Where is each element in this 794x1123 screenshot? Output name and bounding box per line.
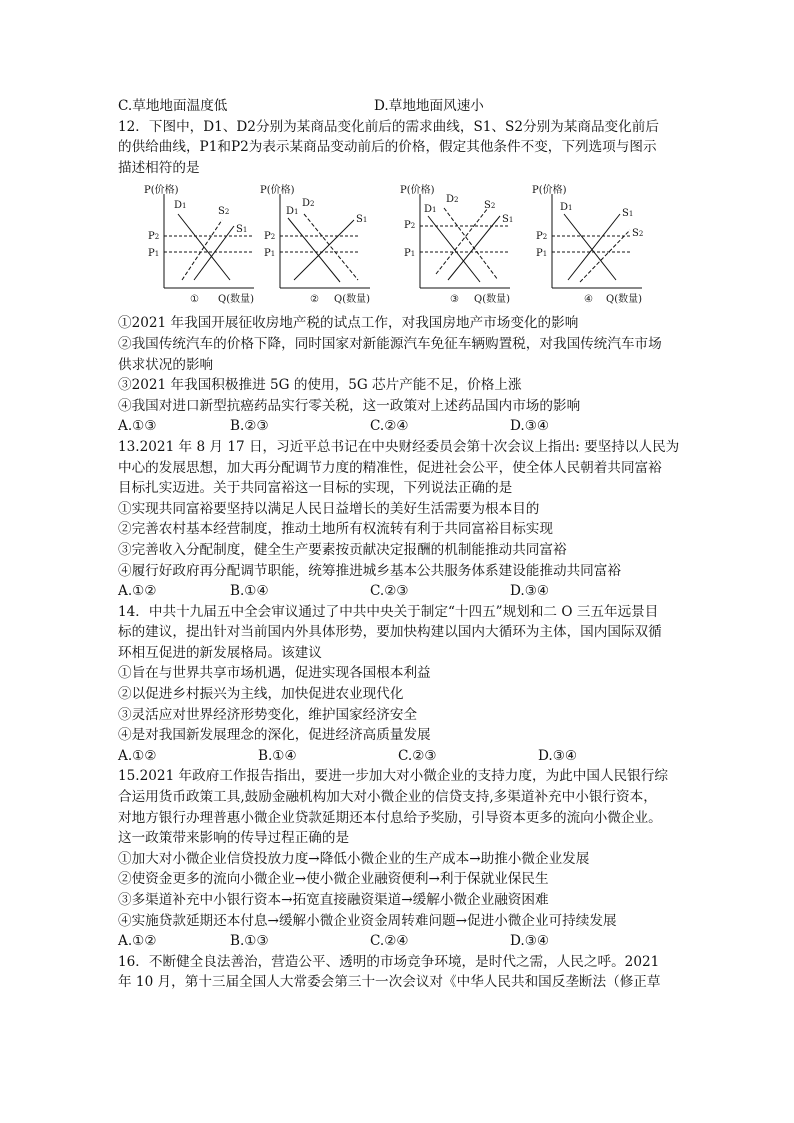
q11-option-c: C.草地地面温度低 xyxy=(118,98,228,114)
y-axis-label: P(价格) xyxy=(532,185,567,197)
d1-curve xyxy=(288,218,340,282)
q14-item: ④是对我国新发展理念的深化，促进经济高质量发展 xyxy=(118,727,431,744)
q13-item: ②完善农村基本经营制度，推动土地所有权流转有利于共同富裕目标实现 xyxy=(118,521,553,538)
option-d: D.③④ xyxy=(510,418,550,435)
q12-stem-line: 描述相符的是 xyxy=(118,159,200,176)
q15-stem-line: 合运用货币政策工具,鼓励金融机构加大对小微企业的信贷支持,多渠道补充中小银行资本， xyxy=(118,789,657,806)
q12-item: ③2021 年我国积极推进 5G 的使用，5G 芯片产能不足，价格上涨 xyxy=(118,377,522,394)
p1-label: P1 xyxy=(536,248,548,260)
q15-options xyxy=(118,931,684,952)
p2-label: P2 xyxy=(404,220,416,232)
q14-options xyxy=(118,746,684,767)
option-d: D.③④ xyxy=(538,747,578,764)
option-a: A.①② xyxy=(118,747,157,764)
q13-item: ④履行好政府再分配调节职能，统筹推进城乡基本公共服务体系建设能推动共同富裕 xyxy=(118,562,621,579)
q14-item: ③灵活应对世界经济形势变化，维护国家经济安全 xyxy=(118,706,418,723)
y-axis-label: P(价格) xyxy=(260,185,295,197)
graph-number: ② xyxy=(310,294,319,306)
s1-label: S1 xyxy=(356,214,368,226)
q14-stem-line: 标的建议，提出针对当前国内外具体形势，要加快构建以国内大循环为主体，国内国际双循 xyxy=(118,624,662,641)
option-a: A.①③ xyxy=(118,418,157,435)
s2-label: S2 xyxy=(218,206,230,218)
p1-label: P1 xyxy=(264,248,276,260)
q15-item: ②使资金更多的流向小微企业→使小微企业融资便利→利于保就业保民生 xyxy=(118,871,549,888)
supply-demand-graphs xyxy=(118,184,684,309)
q15-stem-line: 这一政策带来影响的传导过程正确的是 xyxy=(118,830,350,847)
d1-curve xyxy=(564,214,616,280)
q12-item: ②我国传统汽车的价格下降，同时国家对新能源汽车免征车辆购置税，对我国传统汽车市场 xyxy=(118,335,662,352)
d1-label: D1 xyxy=(286,206,299,218)
question-13 xyxy=(118,437,684,602)
q16-stem-line: 16．不断健全良法善治，营造公平、透明的市场竞争环境，是时代之需，人民之呼。2021 xyxy=(118,953,660,970)
graph-4 xyxy=(530,184,670,306)
x-axis-label: Q(数量) xyxy=(218,294,255,306)
s2-label: S2 xyxy=(632,228,644,240)
option-b: B.①④ xyxy=(230,583,269,600)
s1-label: S1 xyxy=(502,214,514,226)
option-b: B.①③ xyxy=(230,933,269,950)
s1-curve xyxy=(568,214,620,280)
graph-number: ③ xyxy=(450,294,459,306)
q14-stem-line: 14．中共十九届五中全会审议通过了中共中央关于制定“十四五”规划和二 O 三五年远景目 xyxy=(118,603,659,620)
s1-label: S1 xyxy=(622,208,634,220)
d1-label: D1 xyxy=(174,200,187,212)
d2-curve xyxy=(444,208,498,280)
q13-item: ①实现共同富裕要坚持以满足人民日益增长的美好生活需要为根本目的 xyxy=(118,500,540,517)
p1-label: P1 xyxy=(148,248,160,260)
q12-options xyxy=(118,416,684,437)
q13-options xyxy=(118,581,684,602)
graph-number: ④ xyxy=(584,294,593,306)
q12-stem-line: 12．下图中，D1、D2分别为某商品变化前后的需求曲线，S1、S2分别为某商品变化前后 xyxy=(118,118,659,135)
option-d: D.③④ xyxy=(510,933,550,950)
s1-curve xyxy=(294,220,354,280)
graph-3 xyxy=(398,184,538,306)
q16-stem-line: 年 10 月，第十三届全国人大常委会第三十一次会议对《中华人民共和国反垄断法（修正草 xyxy=(118,974,661,991)
question-15 xyxy=(118,766,684,951)
x-axis-label: Q(数量) xyxy=(606,294,643,306)
q12-item: ①2021 年我国开展征收房地产税的试点工作，对我国房地产市场变化的影响 xyxy=(118,315,579,332)
graph-number: ① xyxy=(190,294,199,306)
option-c: C.②④ xyxy=(370,418,409,435)
q14-item: ①旨在与世界共享市场机遇，促进实现各国根本利益 xyxy=(118,665,431,682)
option-b: B.②③ xyxy=(230,418,269,435)
y-axis-label: P(价格) xyxy=(400,185,435,197)
q14-stem-line: 环相互促进的新发展格局。该建议 xyxy=(118,644,322,661)
d1-label: D1 xyxy=(560,202,573,214)
q15-item: ④实施贷款延期还本付息→缓解小微企业资金周转难问题→促进小微企业可持续发展 xyxy=(118,912,617,929)
p1-label: P1 xyxy=(404,248,416,260)
q13-stem-line: 中心的发展思想，加大再分配调节力度的精准性，促进社会公平，使全体人民朝着共同富裕 xyxy=(118,459,662,476)
d1-label: D1 xyxy=(424,204,437,216)
question-12 xyxy=(118,117,684,437)
x-axis-label: Q(数量) xyxy=(474,294,511,306)
x-axis-label: Q(数量) xyxy=(334,294,371,306)
question-16 xyxy=(118,952,684,993)
q12-item: ④我国对进口新型抗癌药品实行零关税，这一政策对上述药品国内市场的影响 xyxy=(118,397,581,414)
q13-stem-line: 13.2021 年 8 月 17 日，习近平总书记在中央财经委员会第十次会议上指出: 要坚持以人民为 xyxy=(118,438,680,455)
q15-stem-line: 对地方银行办理普惠小微企业贷款延期还本付息给予奖励，引导资本更多的流向小微企业。 xyxy=(118,809,662,826)
option-c: C.②④ xyxy=(370,933,409,950)
q11-option-d: D.草地地面风速小 xyxy=(374,98,484,114)
p2-label: P2 xyxy=(264,231,276,243)
d2-label: D2 xyxy=(302,198,315,210)
q12-stem-line: 的供给曲线，P1和P2为表示某商品变动前后的价格，假定其他条件不变，下列选项与图示 xyxy=(118,139,657,156)
d2-label: D2 xyxy=(446,194,459,206)
s2-label: S2 xyxy=(484,200,496,212)
q13-item: ③完善收入分配制度，健全生产要素按贡献决定报酬的机制能推动共同富裕 xyxy=(118,541,567,558)
q15-item: ①加大对小微企业信贷投放力度→降低小微企业的生产成本→助推小微企业发展 xyxy=(118,850,590,867)
option-c: C.②③ xyxy=(398,747,437,764)
p2-label: P2 xyxy=(536,231,548,243)
q12-item: 供求状况的影响 xyxy=(118,356,214,373)
s1-label: S1 xyxy=(236,224,248,236)
graph-2 xyxy=(258,184,398,306)
option-c: C.②③ xyxy=(370,583,409,600)
question-14 xyxy=(118,602,684,767)
option-d: D.③④ xyxy=(510,583,550,600)
exam-page xyxy=(118,96,684,993)
option-b: B.①④ xyxy=(258,747,297,764)
q14-item: ②以促进乡村振兴为主线，加快促进农业现代化 xyxy=(118,686,404,703)
q11-options xyxy=(118,96,684,117)
q15-item: ③多渠道补充中小银行资本→拓宽直接融资渠道→缓解小微企业融资困难 xyxy=(118,892,549,908)
option-a: A.①② xyxy=(118,583,157,600)
y-axis-label: P(价格) xyxy=(144,185,179,197)
q13-stem-line: 目标扎实迈进。关于共同富裕这一目标的实现，下列说法正确的是 xyxy=(118,480,513,497)
q15-stem-line: 15.2021 年政府工作报告指出，要进一步加大对小微企业的支持力度，为此中国人民银行综 xyxy=(118,768,668,785)
option-a: A.①② xyxy=(118,933,157,950)
p2-label: P2 xyxy=(148,231,160,243)
